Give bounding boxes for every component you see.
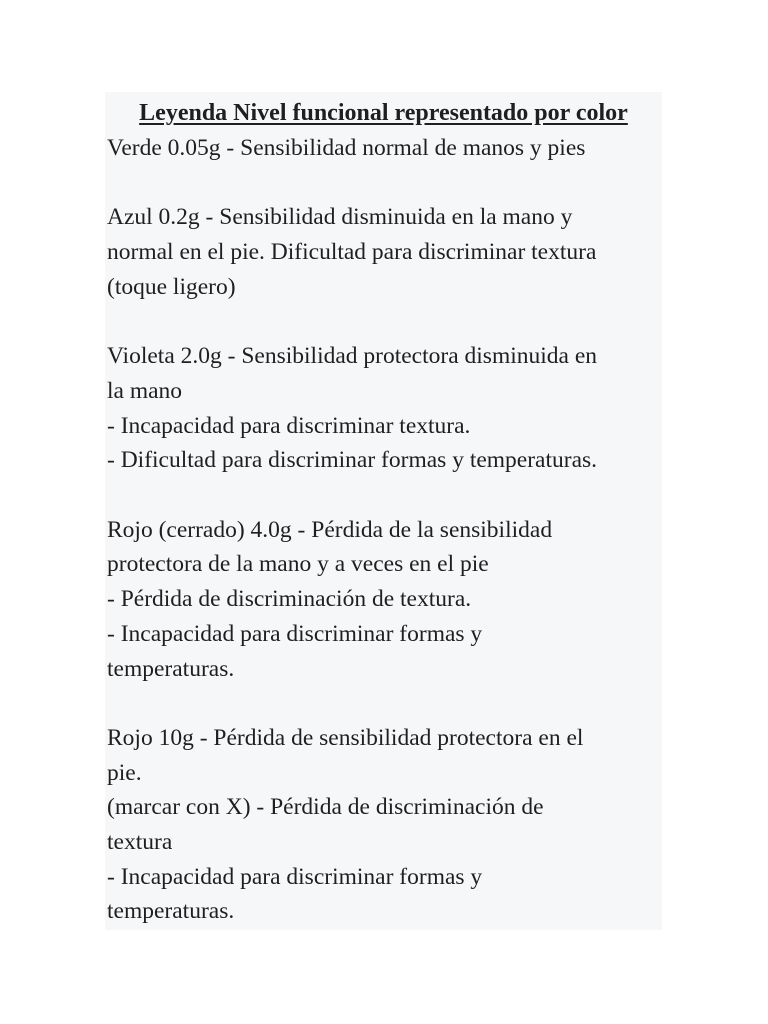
entry-line: Violeta 2.0g - Sensibilidad protectora disminuida en <box>107 343 598 370</box>
entry-line: textura <box>107 829 173 855</box>
entry-line: (toque ligero) <box>107 273 236 300</box>
entry-spacer <box>107 686 662 721</box>
entry-line: temperaturas. <box>107 898 235 925</box>
entry-line: Verde 0.05g - Sensibilidad normal de manos y pies <box>107 135 586 161</box>
legend-panel <box>105 92 662 930</box>
entry-line: - Incapacidad para discriminar formas y <box>107 620 483 647</box>
legend-entry-azul <box>107 200 662 304</box>
legend-entry-rojo-10g <box>107 721 662 929</box>
entry-line: la mano <box>107 377 183 404</box>
legend-title: Leyenda Nivel funcional representado por color <box>139 100 628 126</box>
legend-entry-violeta <box>107 339 662 478</box>
legend-entry-rojo-cerrado <box>107 513 662 687</box>
entry-line: (marcar con X) - Pérdida de discriminación de <box>107 794 544 821</box>
entry-line: normal en el pie. Dificultad para discriminar textura <box>107 239 597 266</box>
entry-line: - Incapacidad para discriminar textura. <box>107 412 471 439</box>
entry-line: Rojo 10g - Pérdida de sensibilidad protectora en el <box>107 724 584 751</box>
entry-line: - Pérdida de discriminación de textura. <box>107 586 472 613</box>
entry-spacer <box>107 478 662 513</box>
entry-spacer <box>107 166 662 201</box>
entry-line: protectora de la mano y a veces en el pie <box>107 551 489 578</box>
entry-line: Rojo (cerrado) 4.0g - Pérdida de la sensibilidad <box>107 516 553 543</box>
entry-line: - Dificultad para discriminar formas y temperaturas. <box>107 447 598 474</box>
legend-entry-verde <box>107 131 662 166</box>
entry-line: - Incapacidad para discriminar formas y <box>107 863 483 890</box>
entry-line: Azul 0.2g - Sensibilidad disminuida en la mano y <box>107 204 573 231</box>
entry-spacer <box>107 305 662 340</box>
entry-line: temperaturas. <box>107 655 235 682</box>
entry-line: pie. <box>107 759 142 786</box>
